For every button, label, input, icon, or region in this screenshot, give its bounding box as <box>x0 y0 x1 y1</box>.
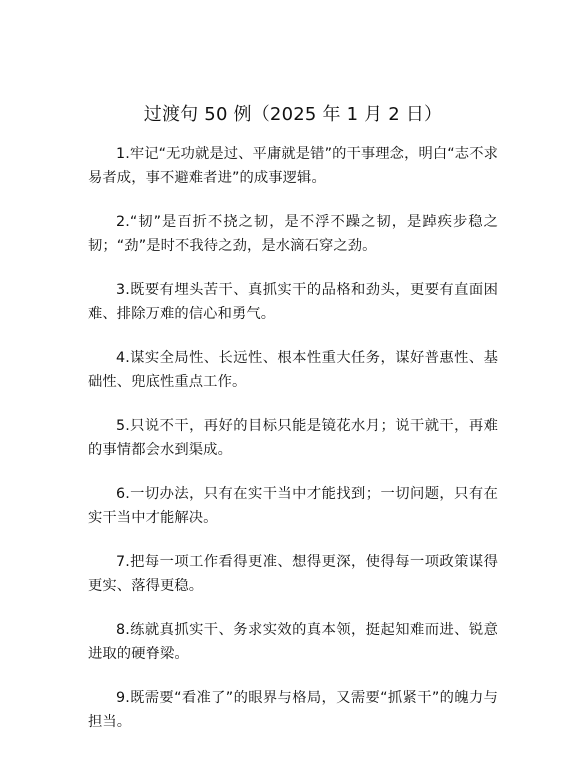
document-title: 过渡句 50 例（2025 年 1 月 2 日） <box>143 104 443 125</box>
list-item: 2.“韧”是百折不挠之韧，是不浮不躁之韧，是踔疾步稳之韧；“劲”是时不我待之劲，是水滴石穿之劲。 <box>88 214 498 254</box>
list-item: 9.既需要“看准了”的眼界与格局，又需要“抓紧干”的魄力与担当。 <box>88 690 498 730</box>
list-item: 8.练就真抓实干、务求实效的真本领，挺起知难而进、锐意进取的硬脊梁。 <box>88 622 498 662</box>
list-item: 5.只说不干，再好的目标只能是镜花水月；说干就干，再难的事情都会水到渠成。 <box>88 418 498 458</box>
list-item: 3.既要有埋头苦干、真抓实干的品格和劲头，更要有直面困难、排除万难的信心和勇气。 <box>88 282 498 322</box>
list-item: 4.谋实全局性、长远性、根本性重大任务，谋好普惠性、基础性、兜底性重点工作。 <box>88 350 498 390</box>
list-item: 6.一切办法，只有在实干当中才能找到；一切问题，只有在实干当中才能解决。 <box>88 486 498 526</box>
list-item: 7.把每一项工作看得更准、想得更深，使得每一项政策谋得更实、落得更稳。 <box>88 554 498 594</box>
item-list <box>88 142 498 754</box>
list-item: 1.牢记“无功就是过、平庸就是错”的干事理念，明白“志不求易者成，事不避难者进”的成事逻辑。 <box>88 146 498 186</box>
